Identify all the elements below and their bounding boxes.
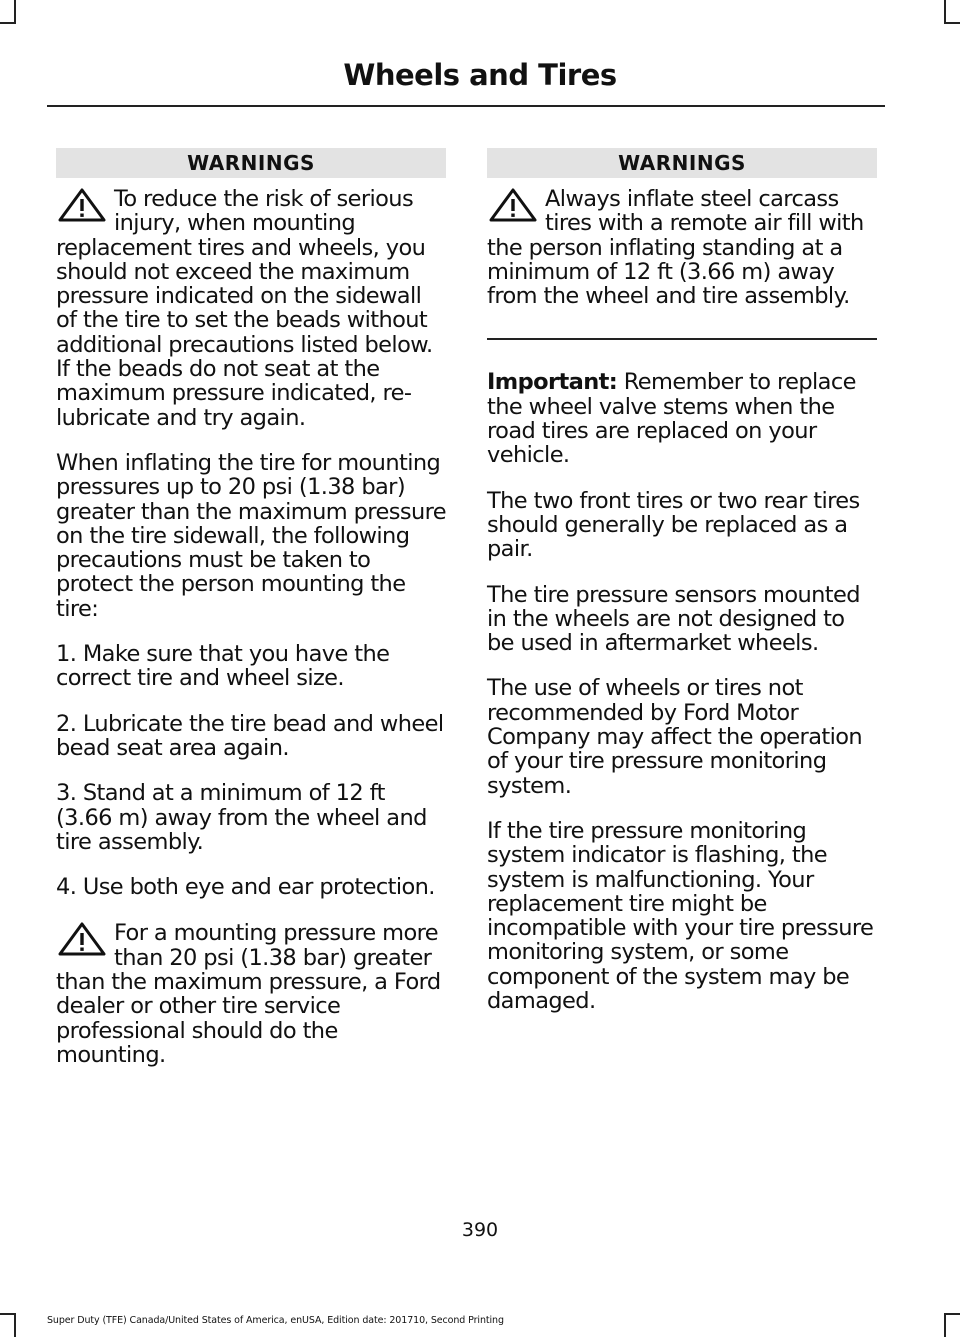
- warning-triangle-icon: [56, 921, 108, 957]
- warning-text: To reduce the risk of serious injury, when mounting replacement tires and wheels, you should not exceed the maximum pressure indicated on the sidewall of the tire to set the beads without additional precautions listed below. If the beads do not seat at the maximum pressure indicated, re-lubricate and try again.: [56, 186, 433, 431]
- section-divider: [487, 338, 877, 340]
- warning-text: Always inflate steel carcass tires with a remote air fill with the person inflating standing at a minimum of 12 ft (3.66 m) away from the wheel and tire assembly.: [487, 186, 864, 310]
- important-label: Important:: [487, 369, 618, 396]
- footer-text: Super Duty (TFE) Canada/United States of America, enUSA, Edition date: 201710, Second Printing: [47, 1315, 504, 1326]
- warning-block: [56, 187, 446, 430]
- warning-text: For a mounting pressure more than 20 psi (1.38 bar) greater than the maximum pressure, a Ford dealer or other tire service professional should do the mounting.: [56, 920, 441, 1068]
- warnings-heading: WARNINGS: [56, 148, 446, 178]
- warning-triangle-icon: [56, 187, 108, 223]
- important-text: Remember to replace the wheel valve stems when the road tires are replaced on your vehicle.: [487, 369, 856, 469]
- page-title: Wheels and Tires: [343, 58, 617, 92]
- crop-mark: [0, 22, 16, 24]
- crop-mark: [944, 0, 946, 24]
- warning-triangle-icon: [487, 187, 539, 223]
- step-item: 1. Make sure that you have the correct tire and wheel size.: [56, 641, 390, 692]
- step-item: 2. Lubricate the tire bead and wheel bead seat area again.: [56, 710, 444, 761]
- crop-mark: [944, 1313, 960, 1315]
- page-number: 390: [461, 1219, 499, 1241]
- intro-paragraph: When inflating the tire for mounting pressures up to 20 psi (1.38 bar) greater than the maximum pressure on the tire sidewall, the following precautions must be taken to protect the person mounting the tire:: [56, 449, 447, 622]
- body-paragraph: The tire pressure sensors mounted in the wheels are not designed to be used in aftermarket wheels.: [487, 581, 860, 657]
- header-divider: [47, 105, 885, 107]
- crop-mark: [0, 1313, 16, 1315]
- left-column: [56, 148, 446, 1067]
- body-paragraph: The use of wheels or tires not recommended by Ford Motor Company may affect the operation of your tire pressure monitoring system.: [487, 675, 863, 799]
- crop-mark: [14, 0, 16, 24]
- important-paragraph: [487, 370, 877, 467]
- warning-block: [487, 187, 877, 308]
- crop-mark: [14, 1313, 16, 1337]
- warning-block: [56, 921, 446, 1067]
- warnings-heading: WARNINGS: [487, 148, 877, 178]
- crop-mark: [944, 22, 960, 24]
- right-column: [487, 148, 877, 1013]
- step-item: 3. Stand at a minimum of 12 ft (3.66 m) away from the wheel and tire assembly.: [56, 780, 427, 855]
- body-paragraph: The two front tires or two rear tires should generally be replaced as a pair.: [487, 487, 860, 563]
- body-paragraph: If the tire pressure monitoring system indicator is flashing, the system is malfunctioning. Your replacement tire might be incompatible with your tire pressure monitoring system, or some component of the system may be damaged.: [487, 817, 874, 1015]
- step-item: 4. Use both eye and ear protection.: [56, 874, 435, 901]
- crop-mark: [944, 1313, 946, 1337]
